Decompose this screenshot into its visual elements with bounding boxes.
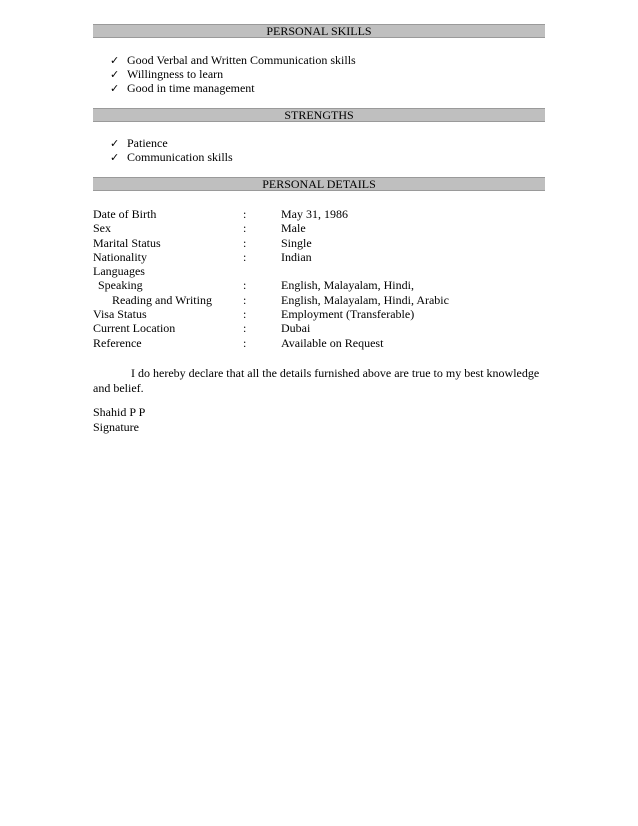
detail-separator: : [243, 221, 247, 236]
detail-separator: : [243, 278, 247, 293]
strengths-list [110, 136, 233, 164]
detail-separator: : [243, 235, 247, 250]
detail-value: English, Malayalam, Hindi, Arabic [281, 292, 449, 307]
detail-value: English, Malayalam, Hindi, [281, 278, 414, 293]
detail-separator: : [243, 207, 247, 221]
detail-separator: : [243, 307, 247, 322]
check-icon: ✓ [110, 137, 120, 150]
detail-label: Visa Status [93, 307, 147, 322]
check-icon: ✓ [110, 151, 120, 164]
check-icon: ✓ [110, 68, 120, 81]
list-item: ✓ Good Verbal and Written Communication skills [110, 53, 356, 67]
detail-label: Reading and Writing [112, 292, 212, 307]
detail-value: Indian [281, 249, 312, 264]
detail-label: Languages [93, 264, 145, 279]
detail-value: Single [281, 235, 312, 250]
detail-separator: : [243, 335, 247, 350]
detail-value: Male [281, 221, 306, 236]
detail-separator: : [243, 292, 247, 307]
detail-value: Employment (Transferable) [281, 307, 415, 322]
detail-label: Date of Birth [93, 207, 157, 221]
check-icon: ✓ [110, 54, 120, 67]
strengths-heading: STRENGTHS [93, 108, 545, 122]
signature-label: Signature [93, 419, 139, 434]
detail-label: Reference [93, 335, 142, 350]
detail-label: Nationality [93, 249, 147, 264]
personal-skills-list [110, 53, 356, 95]
detail-separator: : [243, 321, 247, 336]
declaration-text: I do hereby declare that all the details furnished above are true to my best knowledge and belief. [93, 366, 540, 395]
check-icon: ✓ [110, 82, 120, 95]
list-item: ✓ Good in time management [110, 81, 255, 95]
detail-label: Marital Status [93, 235, 161, 250]
list-item: ✓ Patience [110, 136, 168, 150]
detail-value: Dubai [281, 321, 311, 336]
signature-name: Shahid P P [93, 405, 146, 419]
detail-value: May 31, 1986 [281, 207, 348, 221]
personal-skills-heading: PERSONAL SKILLS [93, 24, 545, 38]
detail-label: Sex [93, 221, 111, 236]
detail-label: Current Location [93, 321, 176, 336]
list-item: ✓ Willingness to learn [110, 67, 224, 81]
detail-value: Available on Request [281, 335, 384, 350]
personal-details-heading: PERSONAL DETAILS [93, 177, 545, 191]
signature-block [93, 405, 145, 434]
detail-separator: : [243, 249, 247, 264]
list-item: ✓ Communication skills [110, 150, 233, 164]
detail-label: Speaking [98, 278, 143, 293]
declaration [93, 366, 549, 396]
